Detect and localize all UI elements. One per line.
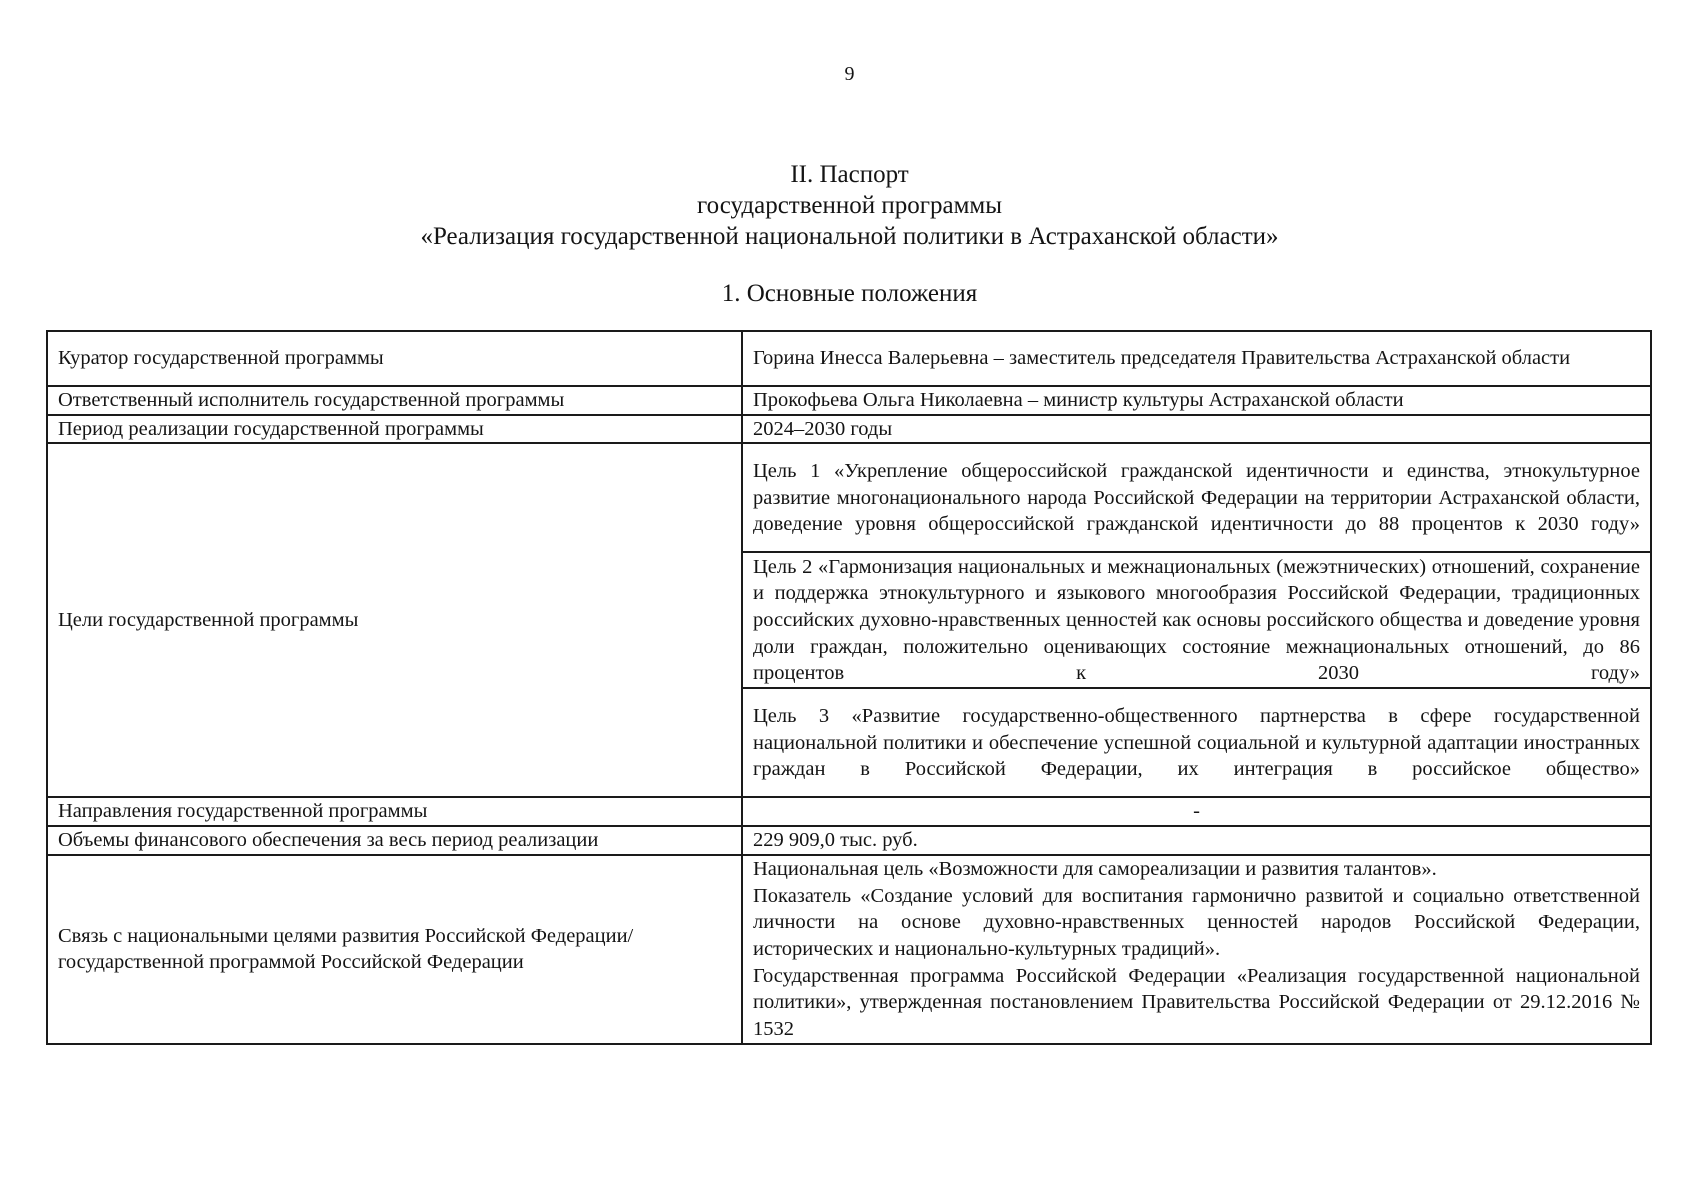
heading-line-2: государственной программы (696, 192, 1003, 219)
goal-1 (742, 443, 1651, 552)
passport-table (46, 330, 1652, 1045)
goal-1-text: Цель 1 «Укрепление общероссийской гражданской идентичности и единства, этнокультурное развитие многонационального народа Российской Федерации на территории Астраханской области, доведение уровня общероссийской гражданской идентичности до 88 процентов к 2030 году» (753, 459, 1640, 536)
subsection-heading: 1. Основные положения (721, 280, 978, 307)
row-value-period: 2024–2030 годы (742, 415, 1651, 444)
row-label-period: Период реализации государственной программы (47, 415, 742, 444)
heading-line-1: II. Паспорт (790, 161, 909, 188)
row-value-directions: - (742, 797, 1651, 826)
row-value-national-goals (742, 855, 1651, 1044)
row-label-curator: Куратор государственной программы (47, 331, 742, 386)
table-row (47, 331, 1651, 386)
table-row (47, 855, 1651, 1044)
row-label-goals: Цели государственной программы (47, 443, 742, 797)
row-value-curator: Горина Инесса Валерьевна – заместитель председателя Правительства Астраханской области (742, 331, 1651, 386)
table-row (47, 826, 1651, 855)
table-row (47, 797, 1651, 826)
table-row (47, 415, 1651, 444)
row-label-national-goals: Связь с национальными целями развития Российской Федерации/ государственной программой Российской Федерации (47, 855, 742, 1044)
row-label-directions: Направления государственной программы (47, 797, 742, 826)
goal-3 (742, 688, 1651, 797)
row-value-executor: Прокофьева Ольга Николаевна – министр культуры Астраханской области (742, 386, 1651, 415)
page-number: 9 (844, 63, 855, 85)
row-label-funding: Объемы финансового обеспечения за весь период реализации (47, 826, 742, 855)
goal-3-text: Цель 3 «Развитие государственно-общественного партнерства в сфере государственной национальной политики и обеспечение успешной социальной и культурной адаптации иностранных граждан в Российской Федерации, их интеграция в российское общество» (753, 704, 1640, 781)
section-heading (0, 159, 1699, 252)
row-label-executor: Ответственный исполнитель государственной программы (47, 386, 742, 415)
heading-line-3: «Реализация государственной национальной политики в Астраханской области» (420, 223, 1279, 250)
indicator-paragraph: Показатель «Создание условий для воспитания гармонично развитой и социально ответственной личности на основе духовно-нравственных ценностей народов Российской Федерации, исторических и национально-культурных традиций». (753, 884, 1640, 960)
goal-2 (742, 552, 1651, 688)
table-row (47, 443, 1651, 552)
national-goal-paragraph: Национальная цель «Возможности для самореализации и развития талантов». (753, 857, 1437, 880)
table-row (47, 386, 1651, 415)
federal-program-paragraph: Государственная программа Российской Федерации «Реализация государственной национальной политики», утвержденная постановлением Правительства Российской Федерации от 29.12.2016 № 1532 (753, 964, 1640, 1041)
goal-2-text: Цель 2 «Гармонизация национальных и межнациональных (межэтнических) отношений, сохранение и поддержка этнокультурного и языкового многообразия Российской Федерации, традиционных российских духовно-нравственных ценностей как основы российского общества и доведение уровня доли граждан, положительно оценивающих состояние межнациональных отношений, до 86 процентов к 2030 году» (753, 555, 1640, 685)
row-value-funding: 229 909,0 тыс. руб. (742, 826, 1651, 855)
